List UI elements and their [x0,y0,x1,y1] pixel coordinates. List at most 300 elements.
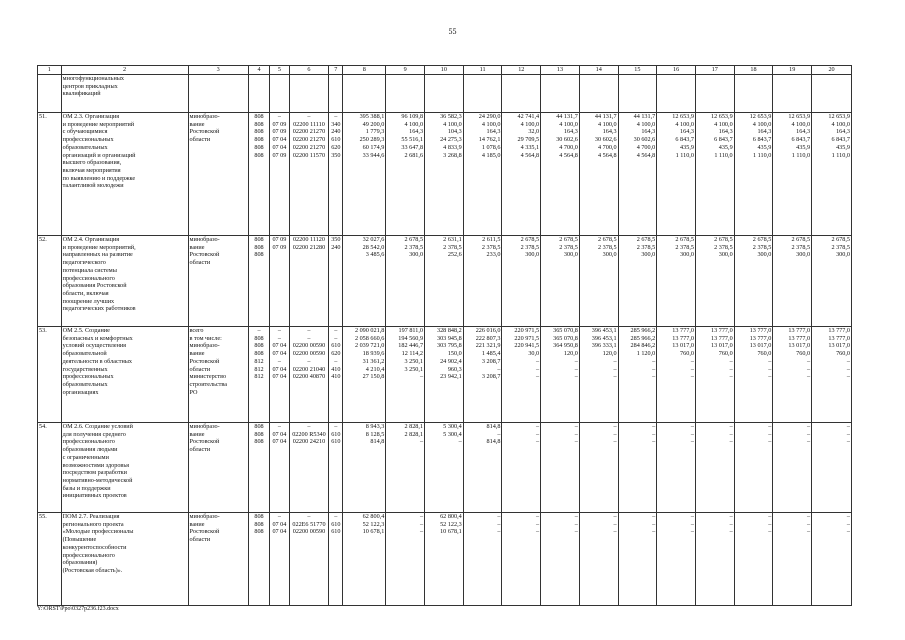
amount-cell [343,75,386,113]
measure-name-cell-line: конкурентоспособности [62,543,127,551]
amount-value: 13 777,0 [828,334,850,342]
budget-code: 07 04 [272,350,287,358]
budget-code-cell [248,513,270,606]
budget-code: 410 [331,373,341,381]
budget-code: – [277,357,281,365]
budget-code: 022E6 51770 [292,520,326,528]
row-number-cell: 53. [38,327,62,423]
budget-code: 808 [254,251,264,259]
amount-cell [425,75,464,113]
amount-value: 120,0 [602,350,617,358]
amount-cell [579,236,618,327]
measure-name-cell-line: центров прикладных [62,82,118,90]
amount-value: 13 777,0 [749,334,772,342]
budget-code: – [307,334,311,342]
amount-value: 4 700,0 [636,143,656,151]
executor-cell-line: области [189,365,211,373]
amount-value: 3 268,8 [443,151,462,159]
amount-cell [657,236,696,327]
amount-value: 4 185,0 [481,151,501,159]
measure-name-cell-line: квалификаций [62,90,101,98]
budget-code: 02200 11120 [292,236,325,243]
amount-cell [343,423,386,513]
amount-value: 2 039 721,0 [354,342,385,350]
budget-code: – [334,357,338,365]
amount-cell [425,513,464,606]
amount-cell [695,513,734,606]
amount-value: 62 800,4 [440,513,462,520]
amount-value: – [574,513,578,520]
budget-code: 350 [331,236,341,243]
amount-value: – [536,520,540,528]
amount-cell [734,75,773,113]
amount-value: 303 795,8 [436,342,462,350]
amount-value: 365 070,8 [553,327,578,334]
budget-code: 610 [331,528,341,536]
amount-value: 164,3 [409,128,424,136]
measure-name-cell-line: образования людьми [62,446,118,454]
amount-value: – [613,520,617,528]
budget-code: – [307,423,311,430]
amount-value: – [536,365,540,373]
budget-code: 808 [254,423,264,430]
amount-value: 4 700,0 [559,143,578,151]
budget-code: 610 [331,520,341,528]
amount-value: 4 100,0 [404,120,424,128]
header-cell: 10 [425,66,464,75]
amount-value: 55 516,1 [401,136,424,144]
amount-value: – [768,513,772,520]
table-row [38,327,852,423]
amount-value: – [806,520,811,528]
executor-cell-line: вание [189,520,205,528]
budget-code: – [334,327,338,334]
amount-value: 2 378,5 [675,243,694,251]
executor-cell-line: Ростовской [189,128,220,136]
amount-value: – [458,438,462,446]
measure-name-cell-line: многофункциональных [62,75,125,82]
amount-value: 760,0 [680,350,694,358]
amount-value: 220 971,5 [514,334,540,342]
executor-cell-line: области [189,136,211,144]
header-cell: 17 [695,66,734,75]
budget-code: 07 09 [272,128,287,136]
amount-value: 3 208,7 [481,373,501,381]
amount-value: 13 777,0 [788,327,811,334]
budget-code: 340 [331,120,341,128]
amount-value: – [419,438,424,446]
amount-value: – [768,357,772,365]
measure-name-cell-line: регионального проекта [62,520,124,528]
amount-cell [463,327,502,423]
amount-value: 12 653,9 [711,113,733,120]
amount-value: – [652,430,656,438]
amount-value: – [806,373,811,381]
amount-value: – [690,365,694,373]
header-cell: 12 [502,66,541,75]
amount-value: 44 131,7 [594,113,617,120]
amount-value: – [536,357,540,365]
budget-code: 07 04 [272,342,287,350]
budget-code: 07 04 [272,430,287,438]
amount-value: 2 678,5 [791,236,811,243]
amount-value: – [574,430,578,438]
amount-value: 28 542,0 [362,243,385,251]
header-cell: 14 [579,66,618,75]
amount-value: 4 100,0 [714,120,733,128]
measure-name-cell-line: образовательных [62,143,108,151]
amount-value: 30 602,6 [594,136,617,144]
budget-code-cell [270,423,289,513]
amount-value: – [846,430,850,438]
amount-value: – [806,430,811,438]
budget-code: 808 [254,350,264,358]
amount-value: 49 200,0 [362,120,385,128]
amount-value: 300,0 [680,251,694,259]
row-number-cell: 51. [38,113,62,236]
amount-value: – [806,438,811,446]
amount-value: 24 290,0 [478,113,501,120]
amount-value: – [806,365,811,373]
amount-value: 52 122,3 [440,520,462,528]
budget-code-cell [270,513,289,606]
amount-value: 4 100,0 [520,120,540,128]
amount-value: – [806,357,811,365]
amount-value: – [613,430,617,438]
amount-cell [773,236,812,327]
amount-value: 396 453,1 [591,334,617,342]
amount-value: 13 777,0 [672,334,694,342]
amount-value: 30,0 [528,350,540,358]
amount-cell [502,327,541,423]
amount-value: 164,3 [836,128,850,136]
executor-cell-line: Ростовской [189,251,220,259]
measure-name-cell-line: ОМ 2.4. Организация [62,236,120,243]
amount-value: 760,0 [796,350,811,358]
amount-value: 32,0 [528,128,540,136]
amount-value: – [652,357,656,365]
amount-value: 13 017,0 [672,342,694,350]
amount-value: 12 653,9 [788,113,811,120]
amount-value: 2 378,5 [831,243,850,251]
header-cell: 6 [289,66,329,75]
amount-value: – [574,520,578,528]
measure-name-cell-line: ОМ 2.5. Создание [62,327,110,334]
amount-value: 300,0 [796,251,811,259]
amount-value: 2 678,5 [559,236,578,243]
amount-value: 4 100,0 [597,120,617,128]
measure-name-cell-line: образовательных [62,380,108,388]
amount-value: 328 848,2 [436,327,462,334]
amount-cell [734,113,773,236]
amount-value: 760,0 [718,350,733,358]
amount-value: 760,0 [757,350,772,358]
budget-code: 07 04 [272,373,287,381]
amount-value: 2 611,5 [482,236,501,243]
budget-code: 02200 21270 [292,128,326,136]
amount-value: 5 300,4 [443,423,462,430]
amount-value: 104,3 [447,128,462,136]
budget-code: 610 [331,342,341,350]
budget-code: – [257,327,261,334]
amount-value: – [613,438,617,446]
budget-code: – [307,513,311,520]
budget-code-cell [329,113,343,236]
header-row [38,66,852,75]
amount-value: 300,0 [525,251,540,259]
amount-value: 2 378,5 [714,243,733,251]
amount-value: 233,0 [486,251,501,259]
budget-code: 808 [254,143,264,151]
budget-code: 02200 R5340 [292,430,326,438]
amount-value: 6 843,7 [752,136,772,144]
measure-name-cell-line: образования Ростовской [62,282,127,290]
measure-name-cell [61,75,188,113]
budget-code-cell [270,113,289,236]
amount-value: – [613,513,617,520]
amount-value: – [768,373,772,381]
amount-value: 27 150,8 [362,373,385,381]
budget-code-cell [248,236,270,327]
amount-cell [773,327,812,423]
budget-table [37,65,852,606]
amount-value: – [497,528,501,536]
amount-value: – [690,528,694,536]
header-cell: 20 [812,66,852,75]
budget-code-cell [270,327,289,423]
budget-code: – [277,327,281,334]
amount-cell [618,236,657,327]
table-row [38,75,852,113]
budget-code: 808 [254,430,264,438]
budget-code: – [277,423,281,430]
amount-cell [343,113,386,236]
executor-cell-line: министерство [189,373,227,381]
amount-cell [773,423,812,513]
amount-value: 6 843,7 [791,136,811,144]
amount-cell [541,75,580,113]
amount-value: 303 945,8 [436,334,462,342]
amount-value: – [536,430,540,438]
executor-cell-line: минобразо- [189,113,220,120]
measure-name-cell-line: включая мероприятия [62,166,121,174]
budget-code-cell [270,75,289,113]
amount-value: – [613,423,617,430]
amount-value: 2 058 660,6 [354,334,385,342]
amount-value: 44 131,7 [633,113,656,120]
amount-value: – [806,423,811,430]
amount-cell [773,75,812,113]
budget-code: 808 [254,520,264,528]
amount-value: 24 902,4 [440,357,462,365]
amount-cell [579,75,618,113]
amount-value: – [574,365,578,373]
measure-name-cell-line: деятельности в областных [62,357,133,365]
executor-cell-line: вание [189,243,205,251]
budget-code: 812 [254,373,264,381]
executor-cell-line: Ростовской [189,438,220,446]
amount-value: – [574,528,578,536]
budget-code: 02200 21040 [292,365,326,373]
amount-value: 3 208,7 [481,357,501,365]
amount-cell [502,75,541,113]
budget-code: – [307,327,311,334]
amount-cell [657,75,696,113]
header-cell: 9 [386,66,425,75]
executor-cell [188,75,248,113]
amount-value: 33 944,6 [362,151,385,159]
budget-code: 350 [331,151,341,159]
budget-code: 02200 00590 [292,350,326,358]
executor-cell-line: Ростовской [189,528,220,536]
measure-name-cell-line: профессиональных [62,136,114,144]
amount-value: 33 647,8 [401,143,424,151]
amount-value: 30 602,6 [556,136,578,144]
budget-code: 610 [331,430,341,438]
budget-code: 410 [331,365,341,373]
header-cell: 18 [734,66,773,75]
budget-code: 02200 00590 [292,342,326,350]
measure-name-cell-line: профессионального [62,274,115,282]
amount-value: 435,9 [796,143,811,151]
budget-code-cell [289,327,329,423]
amount-value: 197 811,0 [398,327,424,334]
amount-value: 2 678,5 [714,236,733,243]
amount-value: 2 378,5 [636,243,656,251]
measure-name-cell-line: по выявлению и поддержке [62,174,136,182]
amount-value: 164,3 [641,128,656,136]
amount-cell [343,327,386,423]
amount-cell [502,236,541,327]
amount-value: – [652,520,656,528]
executor-cell-line: в том числе: [189,334,222,342]
amount-value: 220 941,5 [514,342,540,350]
amount-value: 1 110,0 [714,151,733,159]
amount-value: – [652,423,656,430]
amount-value: 285 966,2 [630,327,656,334]
amount-value: 2 678,5 [520,236,540,243]
executor-cell [188,423,248,513]
measure-name-cell-line: «Молодые профессионалы [62,528,134,536]
budget-code-cell [289,423,329,513]
executor-cell-line: области [189,259,211,267]
amount-cell [734,236,773,327]
amount-value: 164,3 [486,128,501,136]
amount-value: – [768,423,772,430]
amount-value: 284 846,2 [630,342,656,350]
amount-value: 4 100,0 [752,120,772,128]
executor-cell-line: РО [189,388,198,396]
amount-cell [618,423,657,513]
measure-name-cell-line: ОМ 2.3. Организация [62,113,120,120]
amount-value: – [768,430,772,438]
measure-name-cell-line: образования) [62,559,98,567]
amount-value: 13 777,0 [828,327,850,334]
amount-value: 18 939,6 [362,350,385,358]
amount-cell [502,423,541,513]
amount-value: – [652,438,656,446]
executor-cell-line: всего [189,327,204,334]
amount-value: 814,8 [370,438,385,446]
amount-value: 364 950,8 [553,342,578,350]
amount-cell [579,327,618,423]
amount-cell [695,423,734,513]
amount-value: 12 653,9 [672,113,694,120]
amount-cell [812,113,852,236]
measure-name-cell-line: посредством разработки [62,469,127,477]
budget-code: 812 [254,357,264,365]
amount-value: 13 017,0 [749,342,772,350]
budget-code-cell [329,513,343,606]
measure-name-cell [61,513,188,606]
amount-value: 396 333,1 [591,342,617,350]
amount-value: 194 560,9 [398,334,424,342]
amount-value: 10 678,1 [362,528,385,536]
amount-cell [463,423,502,513]
budget-code-cell [329,75,343,113]
amount-value: 36 582,3 [440,113,462,120]
amount-cell [657,327,696,423]
amount-value: – [652,373,656,381]
budget-code: 02200 00590 [292,528,326,536]
budget-code: 02200 11570 [292,151,326,159]
amount-value: – [846,373,850,381]
amount-value: – [536,373,540,381]
amount-value: – [419,373,424,381]
amount-value: 2 378,5 [791,243,811,251]
amount-value: 2 378,5 [559,243,578,251]
amount-cell [343,236,386,327]
measure-name-cell-line: высшего образования, [62,159,122,167]
table-row [38,513,852,606]
measure-name-cell-line: (Ростовская область)». [62,566,123,574]
amount-value: 13 777,0 [711,334,733,342]
amount-cell [773,513,812,606]
amount-value: 3 250,1 [404,357,424,365]
amount-value: – [690,438,694,446]
amount-cell [386,423,425,513]
measure-name-cell-line: области, включая [62,289,109,297]
measure-name-cell-line: профессиональных [62,373,114,381]
budget-code: 07 04 [272,438,287,446]
budget-code: – [334,513,338,520]
budget-code: 808 [254,513,264,520]
amount-cell [386,513,425,606]
amount-value: 2 631,1 [443,236,462,243]
header-cell: 1 [38,66,62,75]
row-number-cell: 54. [38,423,62,513]
amount-value: 164,3 [796,128,811,136]
amount-value: – [729,423,733,430]
amount-value: 435,9 [718,143,733,151]
amount-cell [463,75,502,113]
amount-value: – [536,513,540,520]
measure-name-cell-line: с ограниченными [62,453,109,461]
amount-value: 2 090 021,8 [354,327,385,334]
amount-value: 760,0 [836,350,850,358]
executor-cell-line: вание [189,120,205,128]
measure-name-cell-line: талантливой молодежи [62,182,124,190]
amount-value: 435,9 [680,143,694,151]
budget-code-cell [248,327,270,423]
file-path-footer: Y:\ORST\Ppo\0327p236.f23.docx [37,606,119,612]
measure-name-cell-line: для получения среднего [62,430,126,438]
amount-value: – [729,373,733,381]
amount-cell [463,113,502,236]
budget-code: 07 09 [272,243,287,251]
amount-value: 52 122,3 [362,520,385,528]
amount-cell [425,236,464,327]
